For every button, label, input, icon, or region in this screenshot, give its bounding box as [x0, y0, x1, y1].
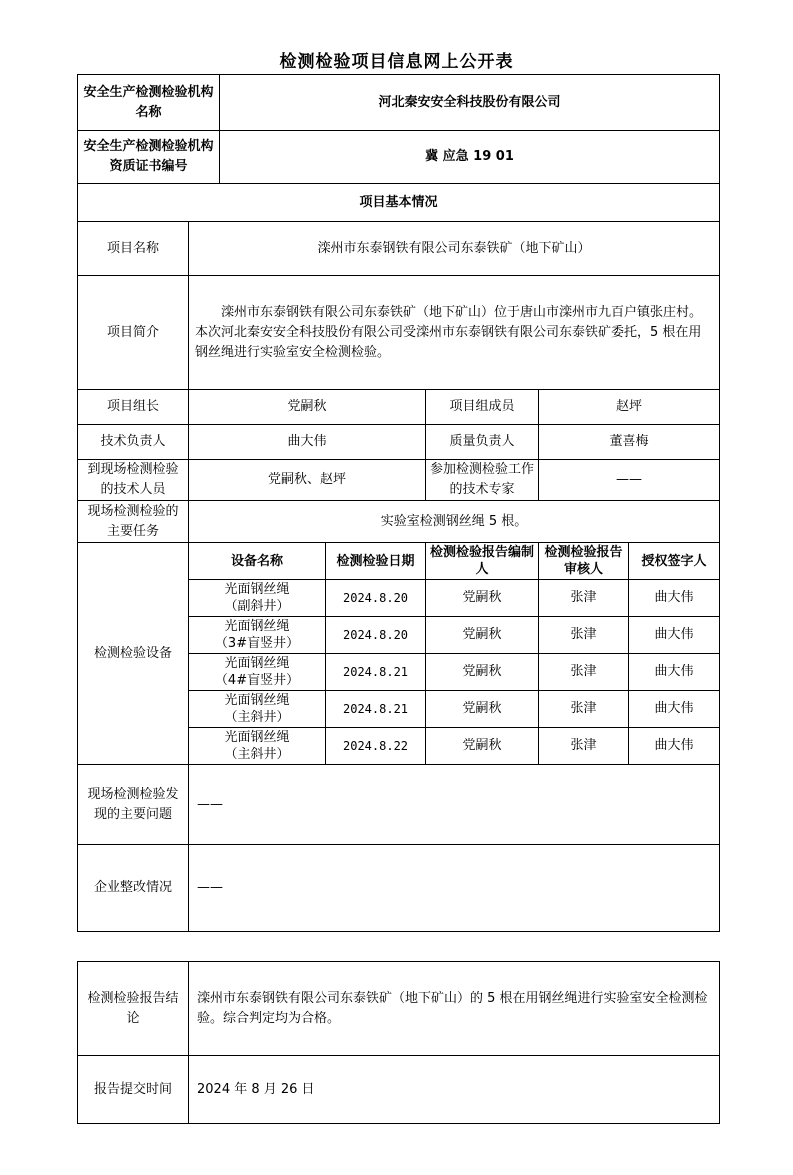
equipment-signer: 曲大伟 [629, 691, 720, 728]
equipment-signer: 曲大伟 [629, 617, 720, 654]
equipment-name-cell [189, 691, 326, 728]
equipment-header-signer: 授权签字人 [629, 543, 720, 580]
equipment-author: 党嗣秋 [426, 580, 539, 617]
project-name-label: 项目名称 [78, 222, 189, 276]
section-header: 项目基本情况 [78, 184, 720, 222]
project-intro-value: 滦州市东泰钢铁有限公司东泰铁矿（地下矿山）位于唐山市滦州市九百户镇张庄村。本次河北秦安安全科技股份有限公司受滦州市东泰钢铁有限公司东泰铁矿委托，5 根在用钢丝绳进行实验室安全检测检验。 [189, 276, 720, 390]
quality-label: 质量负责人 [426, 425, 539, 460]
equipment-name: 光面钢丝绳 [224, 693, 290, 708]
conclusion-value: 滦州市东泰钢铁有限公司东泰铁矿（地下矿山）的 5 根在用钢丝绳进行实验室安全检测检验。综合判定均为合格。 [189, 962, 720, 1056]
conclusion-table [77, 961, 720, 1124]
tech-label: 技术负责人 [78, 425, 189, 460]
equipment-name: 光面钢丝绳 [224, 582, 290, 597]
onsite-value: 党嗣秋、赵坪 [189, 460, 426, 501]
submit-label: 报告提交时间 [78, 1056, 189, 1124]
rectify-value: —— [189, 845, 720, 932]
issues-label: 现场检测检验发现的主要问题 [78, 765, 189, 845]
equipment-label: 检测检验设备 [78, 543, 189, 765]
equipment-name-cell [189, 617, 326, 654]
equipment-date: 2024.8.20 [326, 580, 426, 617]
page-title: 检测检验项目信息网上公开表 [279, 52, 514, 72]
org-name-value: 河北秦安安全科技股份有限公司 [220, 75, 720, 131]
leader-value: 党嗣秋 [189, 390, 426, 425]
conclusion-label: 检测检验报告结论 [78, 962, 189, 1056]
equipment-name: 光面钢丝绳 [224, 656, 290, 671]
equipment-date: 2024.8.21 [326, 691, 426, 728]
equipment-location: （副斜井） [224, 599, 290, 614]
equipment-location: （主斜井） [224, 710, 290, 725]
equipment-header-reviewer: 检测检验报告审核人 [539, 543, 629, 580]
equipment-author: 党嗣秋 [426, 654, 539, 691]
equipment-date: 2024.8.20 [326, 617, 426, 654]
org-name-label: 安全生产检测检验机构名称 [78, 75, 220, 131]
info-table [77, 74, 720, 932]
cert-value: 冀 应急 19 01 [220, 131, 720, 184]
equipment-header-date: 检测检验日期 [326, 543, 426, 580]
equipment-author: 党嗣秋 [426, 691, 539, 728]
equipment-signer: 曲大伟 [629, 728, 720, 765]
project-intro-label: 项目简介 [78, 276, 189, 390]
issues-value: —— [189, 765, 720, 845]
member-value: 赵坪 [539, 390, 720, 425]
equipment-date: 2024.8.22 [326, 728, 426, 765]
cert-label: 安全生产检测检验机构资质证书编号 [78, 131, 220, 184]
quality-value: 董喜梅 [539, 425, 720, 460]
equipment-header-name: 设备名称 [189, 543, 326, 580]
member-label: 项目组成员 [426, 390, 539, 425]
equipment-date: 2024.8.21 [326, 654, 426, 691]
expert-label: 参加检测检验工作的技术专家 [426, 460, 539, 501]
equipment-header-author: 检测检验报告编制人 [426, 543, 539, 580]
equipment-signer: 曲大伟 [629, 580, 720, 617]
project-name-value: 滦州市东泰钢铁有限公司东泰铁矿（地下矿山） [189, 222, 720, 276]
equipment-name: 光面钢丝绳 [224, 619, 290, 634]
equipment-reviewer: 张津 [539, 691, 629, 728]
equipment-reviewer: 张津 [539, 654, 629, 691]
equipment-author: 党嗣秋 [426, 728, 539, 765]
equipment-name-cell [189, 580, 326, 617]
tech-value: 曲大伟 [189, 425, 426, 460]
leader-label: 项目组长 [78, 390, 189, 425]
expert-value: —— [539, 460, 720, 501]
equipment-location: （4#盲竖井） [214, 673, 300, 688]
equipment-reviewer: 张津 [539, 580, 629, 617]
equipment-location: （主斜井） [224, 747, 290, 762]
equipment-name-cell [189, 654, 326, 691]
equipment-name-cell [189, 728, 326, 765]
equipment-reviewer: 张津 [539, 728, 629, 765]
onsite-label: 到现场检测检验的技术人员 [78, 460, 189, 501]
task-label: 现场检测检验的主要任务 [78, 501, 189, 543]
equipment-reviewer: 张津 [539, 617, 629, 654]
equipment-author: 党嗣秋 [426, 617, 539, 654]
task-value: 实验室检测钢丝绳 5 根。 [189, 501, 720, 543]
equipment-name: 光面钢丝绳 [224, 730, 290, 745]
submit-value: 2024 年 8 月 26 日 [189, 1056, 720, 1124]
equipment-signer: 曲大伟 [629, 654, 720, 691]
rectify-label: 企业整改情况 [78, 845, 189, 932]
equipment-location: （3#盲竖井） [214, 636, 300, 651]
